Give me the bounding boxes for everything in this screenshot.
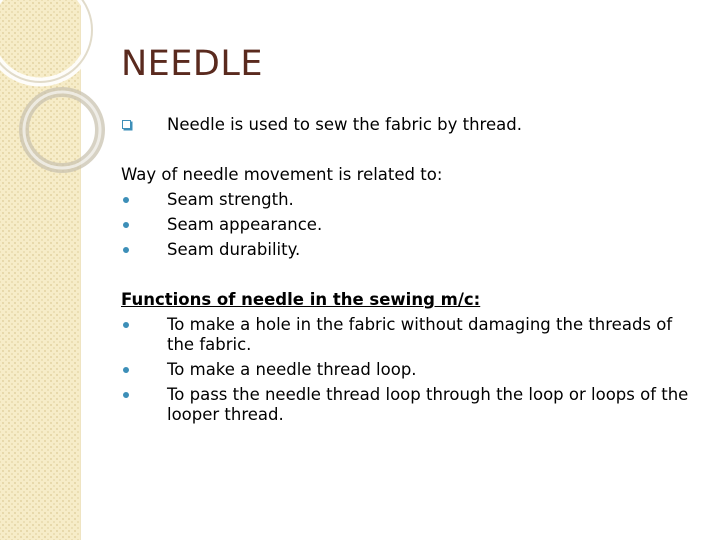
movement-heading: Way of needle movement is related to: [121, 165, 443, 184]
dot-bullet-icon [123, 367, 129, 373]
dot-bullet-icon [123, 322, 129, 328]
intro-text: Needle is used to sew the fabric by thread. [167, 115, 522, 134]
list-item-movement: Seam durability. [121, 240, 701, 260]
list-item-function: To make a hole in the fabric without damaging the threads of the fabric. [121, 315, 701, 355]
list-item-function: To pass the needle thread loop through the loop or loops of the looper thread. [121, 385, 701, 425]
square-bullet-icon [122, 120, 131, 129]
dot-bullet-icon [123, 247, 129, 253]
decorative-rings [0, 0, 140, 200]
dot-bullet-icon [123, 392, 129, 398]
list-item-movement: Seam strength. [121, 190, 701, 210]
list-item-function: To make a needle thread loop. [121, 360, 701, 380]
dot-bullet-icon [123, 197, 129, 203]
list-item-movement: Seam appearance. [121, 215, 701, 235]
dot-bullet-icon [123, 222, 129, 228]
list-item-intro [121, 115, 701, 135]
slide-body [121, 115, 701, 425]
decorative-ring-large [0, 0, 92, 82]
slide-title: NEEDLE [121, 44, 263, 84]
functions-heading: Functions of needle in the sewing m/c: [121, 290, 481, 309]
